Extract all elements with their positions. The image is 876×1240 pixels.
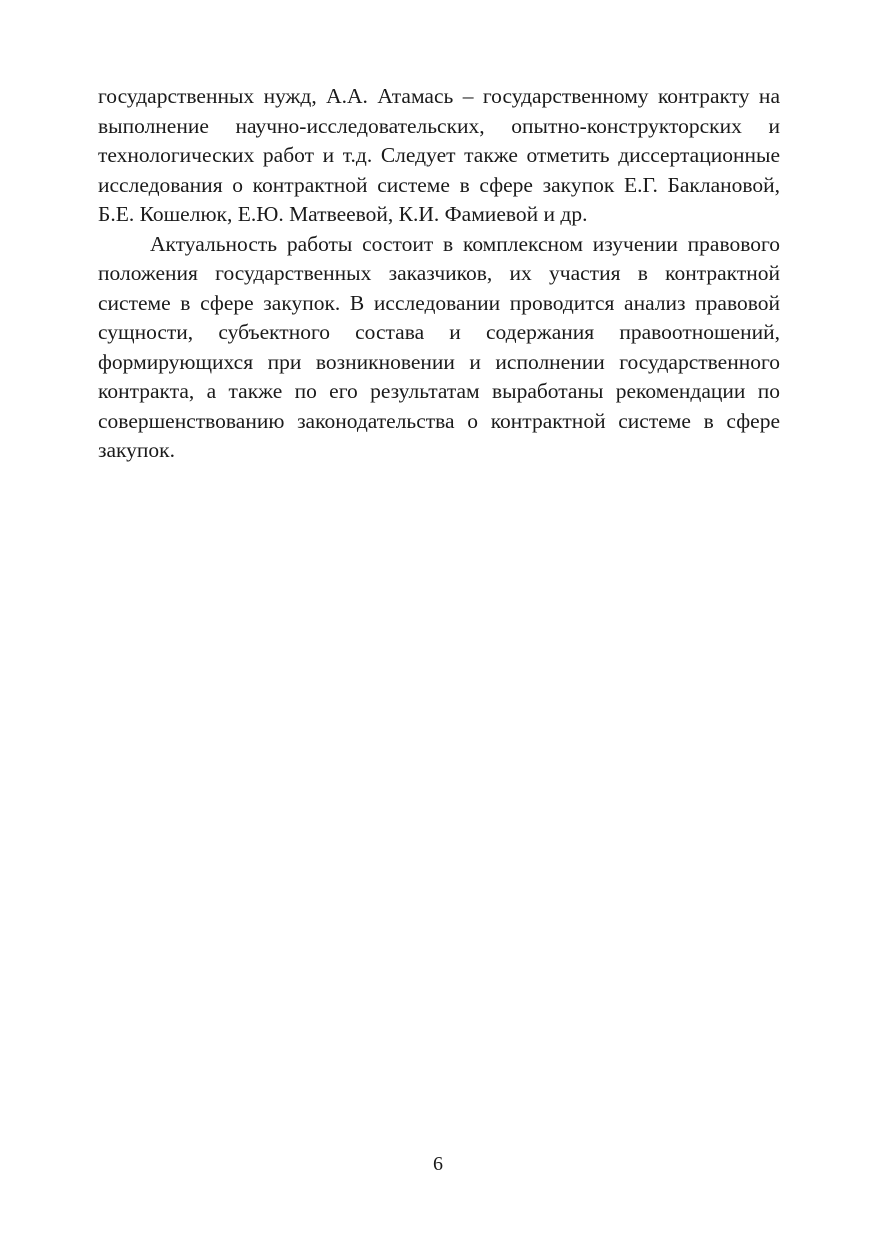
paragraph-continuation: государственных нужд, А.А. Атамась – государственному контракту на выполнение научно-исследовательских, опытно-конструкторских и технологических работ и т.д. Следует также отметить диссертационные исследования о контрактной системе в сфере закупок Е.Г. Баклановой, Б.Е. Кошелюк, Е.Ю. Матвеевой, К.И. Фамиевой и др. (98, 84, 780, 226)
page-number: 6 (433, 1153, 443, 1175)
paragraph-relevance: Актуальность работы состоит в комплексном изучении правового положения государственных заказчиков, их участия в контрактной системе в сфере закупок. В исследовании проводится анализ правовой сущности, субъектного состава и содержания правоотношений, формирующихся при возникновении и исполнении государственного контракта, а также по его результатам выработаны рекомендации по совершенствованию законодательства о контрактной системе в сфере закупок. (98, 231, 780, 462)
body-text (98, 82, 780, 466)
